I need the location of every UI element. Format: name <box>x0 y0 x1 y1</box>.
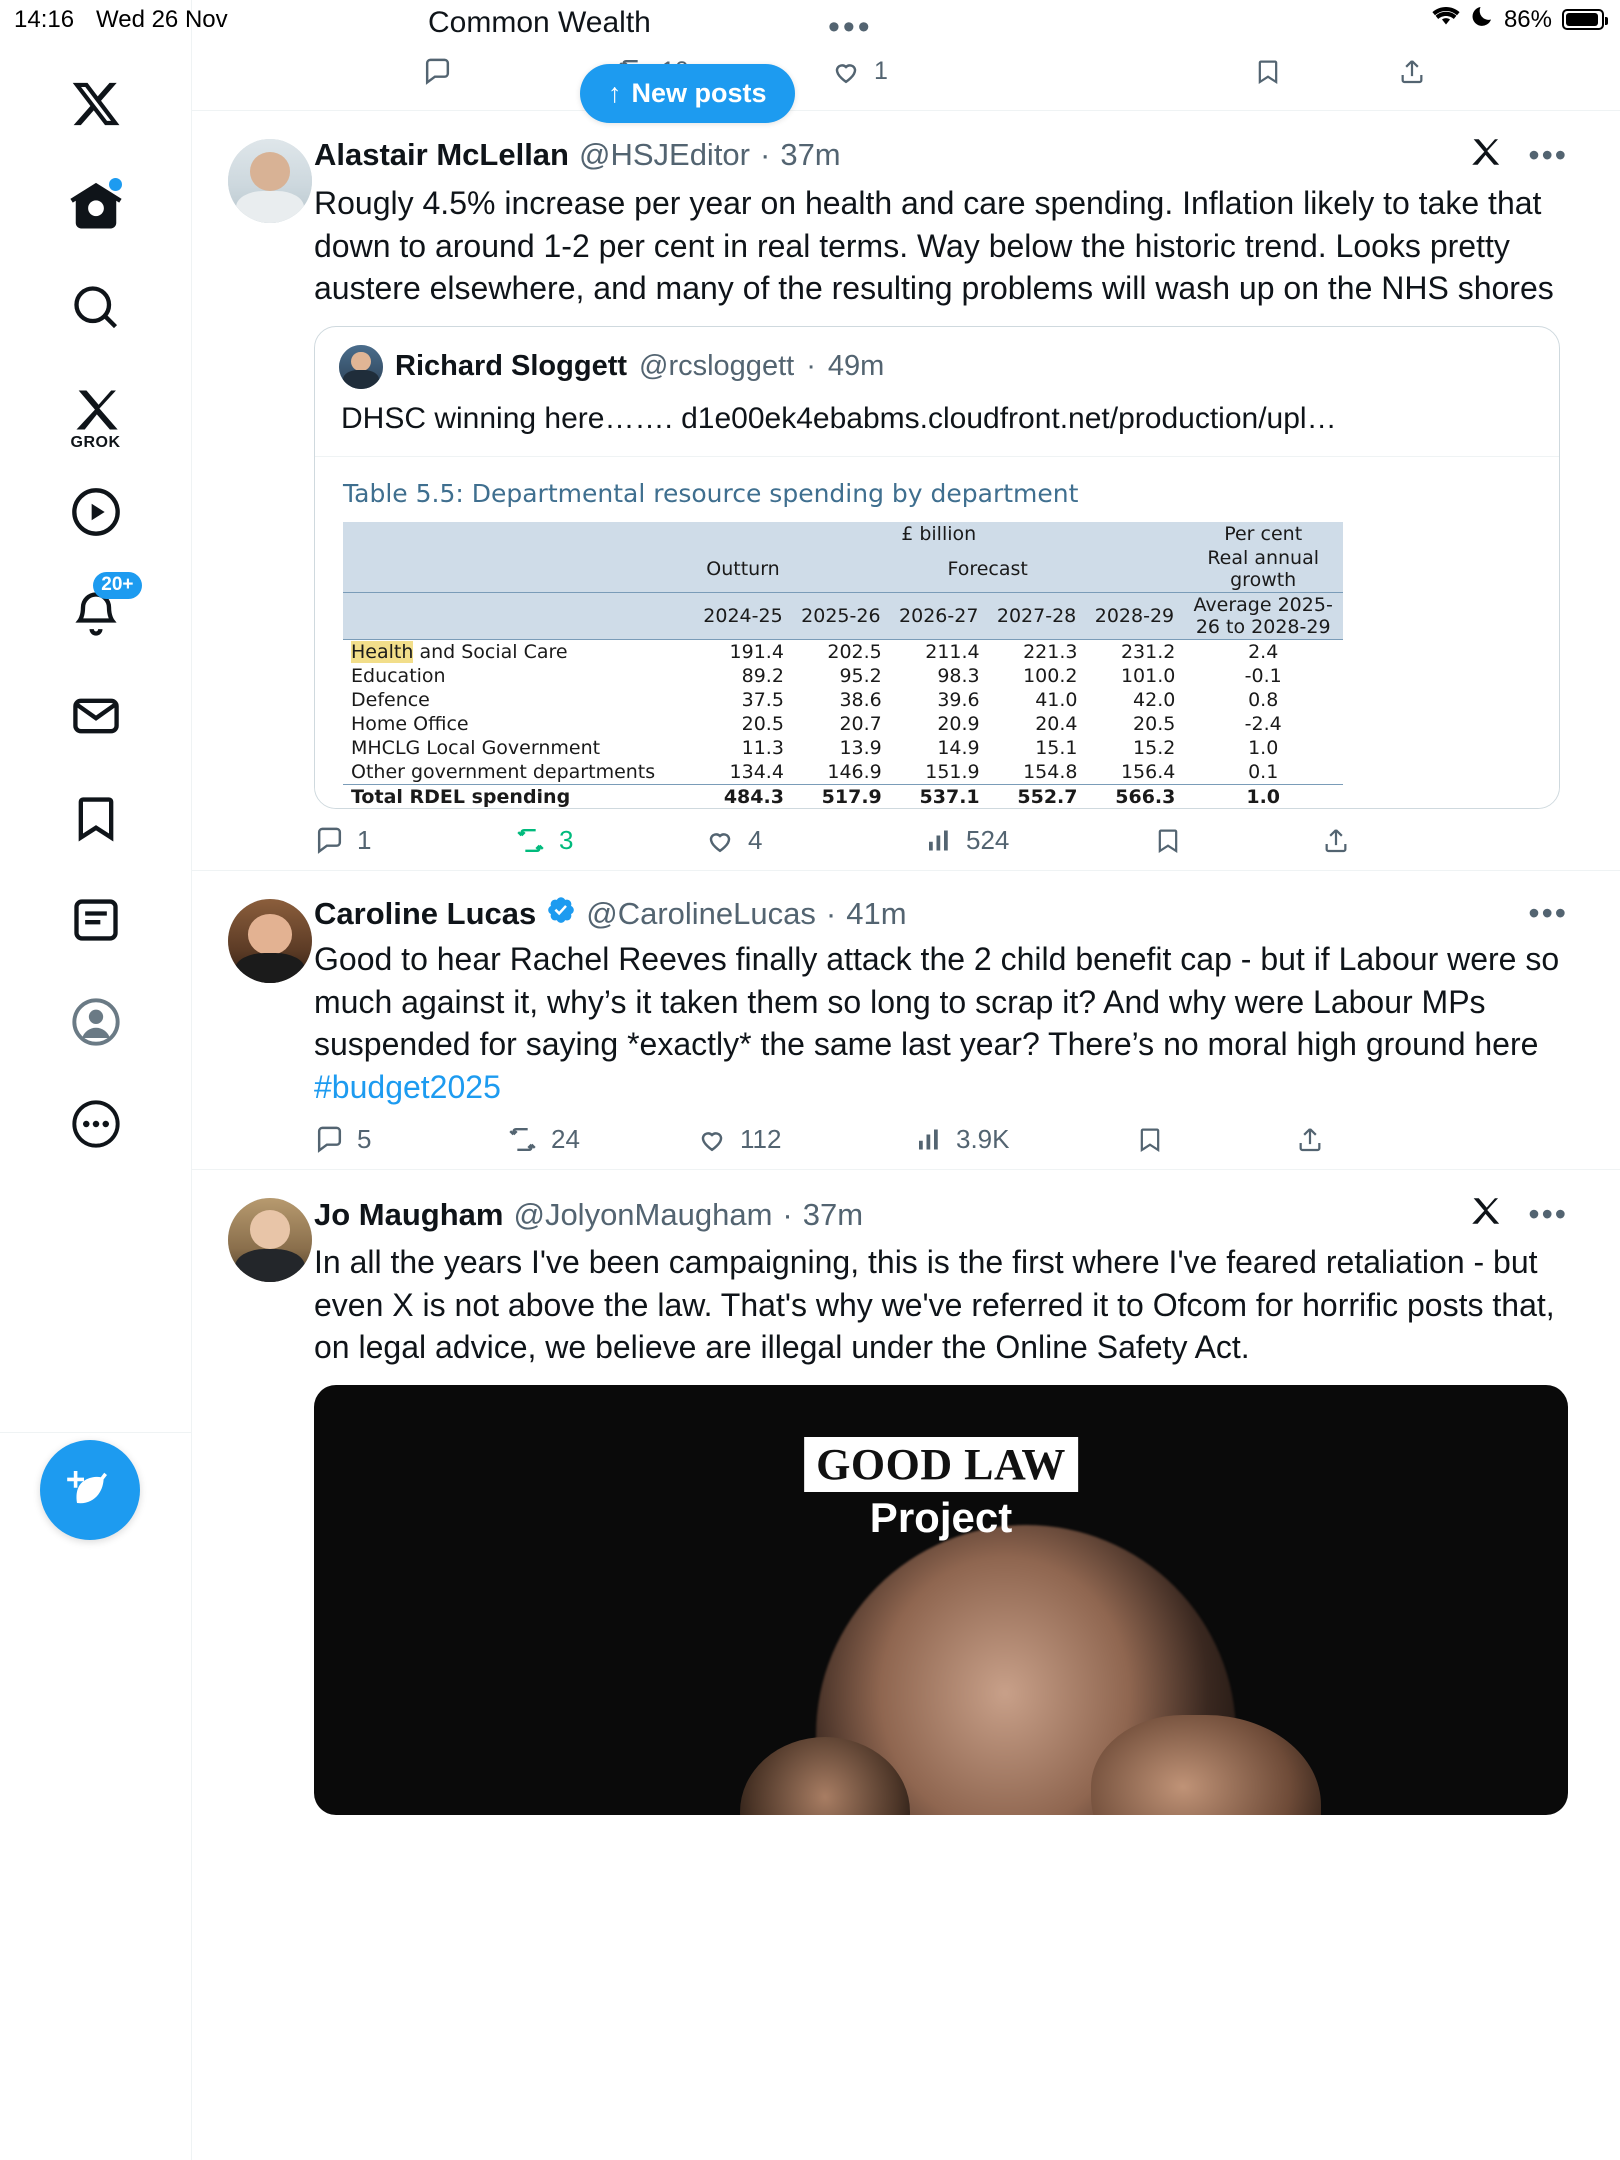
cell: -0.1 <box>1244 665 1282 688</box>
table-row <box>343 712 1343 736</box>
cell: 566.3 <box>1086 785 1184 809</box>
avatar[interactable] <box>228 899 312 983</box>
cell: 95.2 <box>839 665 882 688</box>
more-options-icon[interactable]: ••• <box>1528 137 1568 174</box>
cell: 154.8 <box>1023 761 1078 784</box>
cell: 484.3 <box>694 785 792 809</box>
quoted-avatar[interactable] <box>339 345 383 389</box>
cell: 1.0 <box>1183 785 1343 809</box>
sub-header-forecast: Forecast <box>792 546 1183 593</box>
home-unread-dot <box>109 178 122 191</box>
quoted-timestamp: 49m <box>827 350 885 383</box>
envelope-icon <box>70 690 122 742</box>
table-row <box>343 736 1343 760</box>
quoted-post-text: DHSC winning here……. d1e00ek4ebabms.cloudfront.net/production/upl… <box>341 401 1337 435</box>
like-count: 4 <box>748 825 763 856</box>
cell: 552.7 <box>988 785 1086 809</box>
repost-count: 24 <box>551 1124 580 1155</box>
author-handle[interactable]: @CarolineLucas <box>586 895 816 931</box>
post-header <box>314 889 1568 932</box>
repost-button[interactable] <box>506 1124 696 1155</box>
like-button[interactable] <box>696 1124 914 1155</box>
lists-icon <box>70 894 122 946</box>
post-text: In all the years I've been campaigning, this is the first where I've feared retaliation - but even X is not above the law. That's why we've referred it to Ofcom for horrific posts that, on legal advice, we believe are illegal under the Online Safety Act. <box>314 1244 1555 1366</box>
arrow-up-icon: ↑ <box>608 78 622 108</box>
compose-post-button[interactable] <box>40 1440 140 1540</box>
view-count: 3.9K <box>956 1124 1010 1155</box>
avatar[interactable] <box>228 139 312 223</box>
partial-post-author: Common Wealth <box>428 6 651 39</box>
status-time: 14:16 <box>14 6 75 33</box>
like-count: 1 <box>874 57 888 85</box>
cell: 134.4 <box>729 761 784 784</box>
cell: 156.4 <box>1120 761 1176 784</box>
bookmark-button[interactable] <box>1154 825 1322 856</box>
sidebar-item-notifications[interactable] <box>48 566 144 662</box>
cell: 11.3 <box>741 737 784 760</box>
sidebar-item-lists[interactable] <box>48 872 144 968</box>
avatar-column <box>192 1188 314 1815</box>
verified-badge-icon <box>546 895 576 932</box>
post-media-image[interactable] <box>314 1385 1568 1815</box>
row-label: MHCLG Local Government <box>351 737 601 760</box>
cell: 2.4 <box>1248 641 1279 664</box>
post-timestamp[interactable]: 37m <box>780 137 841 173</box>
media-hand-left <box>1091 1715 1321 1815</box>
group-header-billion: £ billion <box>901 523 977 546</box>
share-button[interactable] <box>1398 56 1426 87</box>
bookmark-button[interactable] <box>1136 1124 1296 1155</box>
row-label: Other government departments <box>351 761 656 784</box>
sidebar-item-more[interactable] <box>48 1076 144 1172</box>
post-timestamp[interactable]: 37m <box>802 1196 864 1232</box>
col-2027-28: 2027-28 <box>988 593 1086 640</box>
sidebar-item-bookmarks[interactable] <box>48 770 144 866</box>
sidebar-item-home[interactable] <box>48 158 144 254</box>
post-alastair-mclellan[interactable] <box>192 111 1620 870</box>
sidebar-nav <box>0 0 192 2160</box>
table-row <box>343 760 1343 785</box>
separator: · <box>825 895 837 931</box>
row-label: Defence <box>351 689 430 712</box>
row-label: Education <box>351 665 446 688</box>
cell: 41.0 <box>1035 689 1078 712</box>
reply-button[interactable] <box>422 56 465 87</box>
quoted-post-header <box>315 327 1559 389</box>
avatar-column <box>192 129 314 870</box>
table-year-header-row <box>343 593 1343 640</box>
sub-header-growth: Real annual growth <box>1183 546 1343 593</box>
sidebar-item-grok[interactable] <box>48 362 144 458</box>
author-display-name[interactable]: Jo Maugham <box>314 1196 504 1232</box>
cell: 13.9 <box>839 737 882 760</box>
views-button[interactable] <box>924 825 1154 856</box>
sidebar-divider <box>0 1432 192 1433</box>
col-2025-26: 2025-26 <box>792 593 890 640</box>
new-posts-button[interactable] <box>580 64 795 123</box>
sidebar-item-search[interactable] <box>48 260 144 356</box>
row-label: Home Office <box>351 713 469 736</box>
hashtag-link[interactable]: #budget2025 <box>314 1068 501 1105</box>
cell: 20.7 <box>839 713 882 736</box>
share-button[interactable] <box>1296 1124 1324 1155</box>
post-header <box>314 1188 1568 1235</box>
avatar[interactable] <box>228 1198 312 1282</box>
cell: -2.4 <box>1244 713 1282 736</box>
bookmark-icon <box>70 792 122 844</box>
col-2024-25: 2024-25 <box>694 593 792 640</box>
cell: 98.3 <box>937 665 980 688</box>
sidebar-item-messages[interactable] <box>48 668 144 764</box>
overlay-line-2: Project <box>869 1493 1013 1541</box>
table-total-row <box>343 785 1343 809</box>
more-options-icon[interactable]: ••• <box>1528 1196 1568 1233</box>
quoted-author-name[interactable]: Richard Sloggett <box>395 350 628 383</box>
video-play-icon <box>70 486 122 538</box>
cell: 101.0 <box>1120 665 1176 688</box>
overlay-line-1: GOOD LAW <box>804 1437 1078 1492</box>
repost-button[interactable] <box>514 825 704 856</box>
col-average-growth: Average 2025-26 to 2028-29 <box>1183 593 1343 640</box>
quoted-post[interactable] <box>314 326 1560 810</box>
grok-icon <box>70 384 122 436</box>
post-text: Rougly 4.5% increase per year on health and care spending. Inflation likely to take that down to around 1-2 per cent in real terms. Way below the historic trend. Looks pretty austere elsewhere, and many of the resulting problems will wash up on the NHS shores <box>314 185 1554 307</box>
reply-button[interactable] <box>314 825 514 856</box>
status-bar <box>0 0 1620 42</box>
cell: 191.4 <box>729 641 784 664</box>
cell: 42.0 <box>1133 689 1176 712</box>
quoted-author-handle[interactable]: @rcsloggett <box>639 350 795 383</box>
author-display-name[interactable]: Caroline Lucas <box>314 895 537 931</box>
more-options-icon[interactable]: ••• <box>1528 895 1568 932</box>
reply-count: 1 <box>357 825 372 856</box>
like-button[interactable] <box>704 825 924 856</box>
bookmark-button[interactable] <box>1254 56 1282 87</box>
table-sub-header-row <box>343 546 1343 593</box>
cell: 537.1 <box>890 785 988 809</box>
cell: 202.5 <box>827 641 882 664</box>
table-title: Table 5.5: Departmental resource spending by department <box>343 479 1079 509</box>
views-button[interactable] <box>914 1124 1136 1155</box>
sidebar-item-profile[interactable] <box>48 974 144 1070</box>
cell: 211.4 <box>925 641 980 664</box>
row-label-highlight: Health <box>351 641 414 664</box>
cell: 20.9 <box>937 713 980 736</box>
cell: 146.9 <box>827 761 882 784</box>
wifi-icon <box>1430 4 1462 35</box>
row-label: Total RDEL spending <box>343 785 694 809</box>
cell: 20.5 <box>1133 713 1176 736</box>
cell: 37.5 <box>741 689 784 712</box>
grok-actions-icon[interactable] <box>1468 1194 1502 1235</box>
table-row <box>343 664 1343 688</box>
author-handle[interactable]: @JolyonMaugham <box>513 1196 773 1232</box>
media-overlay-logo <box>804 1437 1078 1542</box>
separator: · <box>806 350 816 383</box>
cell: 39.6 <box>937 689 980 712</box>
cell: 38.6 <box>839 689 882 712</box>
profile-avatar-icon <box>70 996 122 1048</box>
post-actions[interactable] <box>314 1124 1434 1155</box>
cell: 517.9 <box>792 785 890 809</box>
like-button[interactable] <box>830 56 888 87</box>
grok-actions-icon[interactable] <box>1468 135 1502 176</box>
separator: · <box>782 1196 793 1232</box>
notifications-badge: 20+ <box>93 572 141 599</box>
post-caroline-lucas[interactable] <box>192 871 1620 1169</box>
cell: 15.1 <box>1035 737 1078 760</box>
post-jo-maugham[interactable] <box>192 1170 1620 1815</box>
cell: 221.3 <box>1023 641 1078 664</box>
avatar-column <box>192 889 314 1169</box>
share-button[interactable] <box>1322 825 1350 856</box>
cell: 15.2 <box>1133 737 1176 760</box>
repost-count: 3 <box>559 825 574 856</box>
more-circle-icon <box>70 1098 122 1150</box>
sub-header-outturn: Outturn <box>694 546 792 593</box>
separator: · <box>760 137 771 173</box>
moon-icon <box>1472 4 1494 35</box>
author-display-name[interactable]: Alastair McLellan <box>314 137 569 173</box>
post-text-body: Good to hear Rachel Reeves finally attack the 2 child benefit cap - but if Labour were so much against it, why’s it taken them so long to scrap it? And why were Labour MPs suspended for saying *exactly* the same last year? There’s no moral high ground here <box>314 941 1560 1063</box>
view-count: 524 <box>966 825 1010 856</box>
post-actions[interactable] <box>314 825 1469 856</box>
post-header <box>314 129 1568 176</box>
more-options-icon[interactable]: ••• <box>828 8 873 46</box>
cell: 1.0 <box>1248 737 1279 760</box>
compose-quill-icon <box>66 1464 114 1517</box>
cell: 151.9 <box>925 761 980 784</box>
cell: 20.4 <box>1035 713 1078 736</box>
table-row <box>343 688 1343 712</box>
col-2028-29: 2028-29 <box>1086 593 1184 640</box>
search-icon <box>70 282 122 334</box>
x-logo-icon <box>70 78 122 130</box>
table-group-header-row <box>343 522 1343 546</box>
reply-count: 5 <box>357 1124 372 1155</box>
battery-percentage: 86% <box>1503 5 1552 33</box>
cell: 14.9 <box>937 737 980 760</box>
sidebar-item-label: GROK <box>70 434 121 451</box>
sidebar-item-x-logo[interactable] <box>48 56 144 152</box>
author-handle[interactable]: @HSJEditor <box>578 137 750 173</box>
reply-button[interactable] <box>314 1124 506 1155</box>
departmental-spending-table <box>343 522 1343 808</box>
group-header-percent: Per cent <box>1224 523 1303 546</box>
new-posts-label: New posts <box>631 78 767 108</box>
quoted-post-image-table[interactable] <box>315 456 1559 808</box>
col-2026-27: 2026-27 <box>890 593 988 640</box>
cell: 0.1 <box>1248 761 1279 784</box>
like-count: 112 <box>740 1124 782 1155</box>
post-timestamp[interactable]: 41m <box>846 895 907 931</box>
timeline[interactable] <box>192 0 1620 2160</box>
cell: 100.2 <box>1023 665 1078 688</box>
partial-post-actions[interactable] <box>422 56 1442 106</box>
battery-icon <box>1562 9 1604 30</box>
post-text <box>314 938 1568 1108</box>
cell: 89.2 <box>741 665 784 688</box>
cell: 231.2 <box>1120 641 1176 664</box>
cell: 20.5 <box>741 713 784 736</box>
table-row <box>343 640 1343 665</box>
sidebar-item-video[interactable] <box>48 464 144 560</box>
cell: 0.8 <box>1248 689 1279 712</box>
status-date: Wed 26 Nov <box>96 6 228 33</box>
row-label-rest: and Social Care <box>419 641 568 664</box>
